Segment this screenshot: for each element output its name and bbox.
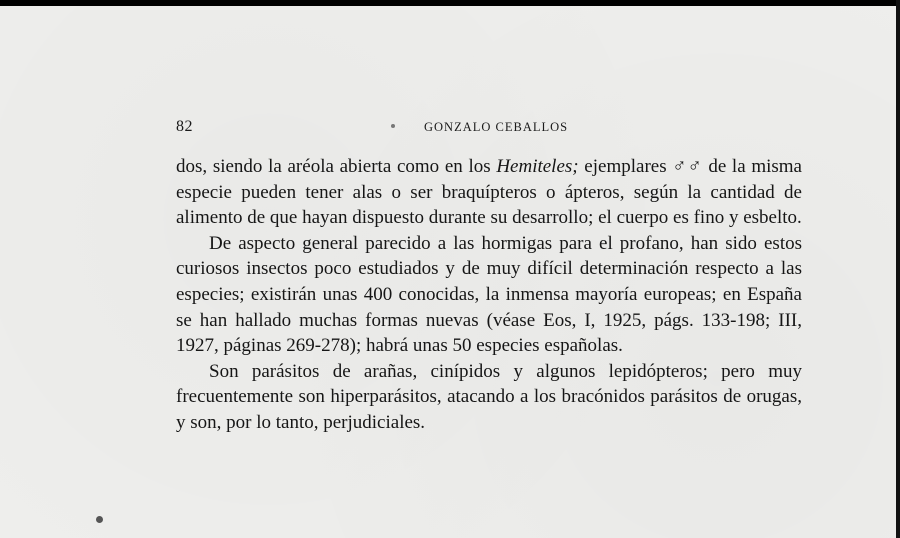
paragraph-3: Son parásitos de arañas, cinípidos y algunos lepidópteros; pero muy frecuentemente son hiperparásitos, atacando a los bracónidos parásitos de orugas, y son, por lo tanto, perjudiciales. xyxy=(176,360,802,433)
page-header xyxy=(176,118,796,140)
paragraph-2: De aspecto general parecido a las hormigas para el profano, han sido estos curiosos insectos poco estudiados y de muy difícil determinación respecto a las especies; existirán unas 400 conocidas, la inmensa mayoría europeas; en España se han hallado muchas formas nuevas (véase Eos, I, 1925, págs. 133-198; III, 1927, páginas 269-278); habrá unas 50 especies españolas. xyxy=(176,232,802,357)
paragraph-1 xyxy=(176,154,802,231)
genus-name: Hemiteles; xyxy=(496,156,579,177)
ornament-dot xyxy=(391,124,395,128)
paragraph-1-rest: ejemplares ♂♂ de la misma especie pueden tener alas o ser braquípteros o ápteros, según la cantidad de alimento de que hayan dispuesto durante su desarrollo; el cuerpo es fino y esbelto. xyxy=(176,156,802,229)
running-head: GONZALO CEBALLOS xyxy=(424,120,569,134)
paragraph-1-start: dos, siendo la aréola abierta como en los xyxy=(176,156,497,177)
book-page xyxy=(0,6,896,538)
body-text xyxy=(176,154,802,436)
page-number: 82 xyxy=(176,118,193,135)
page-edge-shadow xyxy=(896,0,900,538)
ink-speck xyxy=(96,516,103,523)
